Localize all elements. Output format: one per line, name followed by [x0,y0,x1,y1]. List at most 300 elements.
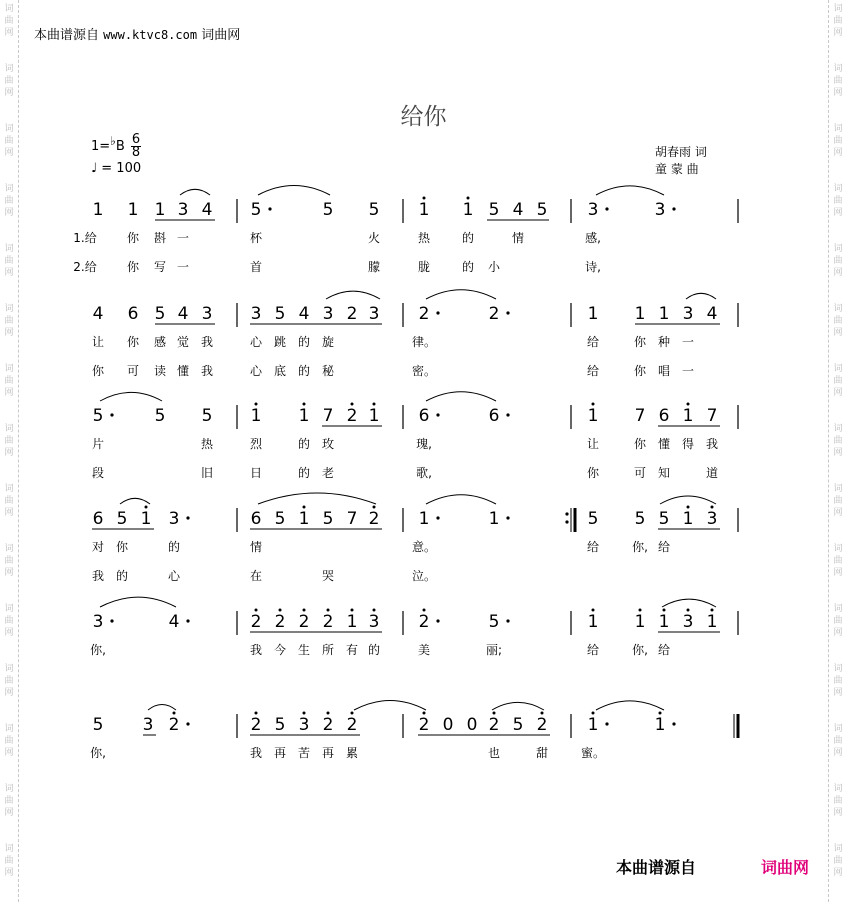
watermark-glyph: 曲 [4,436,14,446]
lyric-verse1: 的 [167,540,181,554]
octave-dot [255,403,258,406]
watermark-glyph: 网 [833,628,843,638]
lyric-verse2: 旧 [200,466,214,480]
lyric-verse2: 的 [461,260,475,274]
note-digit: 3 [654,200,666,220]
lyric-verse2: 唱 [657,364,671,378]
watermark-glyph: 曲 [833,616,843,626]
lyric-verse2: 道 [705,466,719,480]
lyric-verse1: 意。 [411,540,437,554]
watermark-glyph: 网 [833,508,843,518]
watermark-glyph: 曲 [833,736,843,746]
key-letter: B [115,139,125,154]
watermark-glyph: 词 [833,244,843,254]
watermark-glyph: 网 [4,148,14,158]
note-digit: 6 [418,406,430,426]
watermark-glyph: 词 [833,64,843,74]
duration-dot [186,722,189,725]
watermark-glyph: 词 [4,184,14,194]
watermark-glyph: 词 [833,484,843,494]
lyric-verse2: 的 [115,569,129,583]
tie-arc [426,392,496,401]
note-digit: 3 [250,304,262,324]
lyric-verse1: 甜 [535,746,549,760]
octave-dot [592,712,595,715]
lyric-verse1: 你, [632,643,648,657]
lyric-verse2: 的 [297,364,311,378]
watermark-glyph: 曲 [4,316,14,326]
lyric-verse1: 心 [249,335,263,349]
watermark-glyph: 词 [4,844,14,854]
note-digit: 2 [322,715,334,735]
tie-arc [354,701,426,710]
watermark-glyph: 曲 [833,136,843,146]
lyric-verse1: 有 [345,643,359,657]
note-digit: 5 [92,715,104,735]
tie-arc [180,189,210,195]
lyric-verse1: 也 [487,746,501,760]
note-digit: 6 [488,406,500,426]
watermark-glyph: 曲 [833,76,843,86]
octave-dot [327,609,330,612]
watermark-glyph: 网 [4,628,14,638]
note-digit: 5 [201,406,213,426]
note-digit: 2 [418,612,430,632]
watermark-glyph: 网 [833,688,843,698]
note-digit: 1 [127,200,139,220]
site-name: 词曲网 [201,28,241,43]
duration-dot [605,207,608,210]
lyric-verse1: 热 [417,231,431,245]
note-digit: 1 [634,304,646,324]
lyric-verse2: 可 [126,364,140,378]
note-digit: 5 [587,509,599,529]
note-digit: 1 [658,304,670,324]
lyric-verse1: 旋 [321,335,335,349]
lyric-verse2: 给 [586,364,600,378]
repeat-dot [565,512,568,515]
note-digit: 5 [322,509,334,529]
lyric-verse1: 我 [249,746,263,760]
watermark-glyph: 网 [4,268,14,278]
watermark-glyph: 曲 [833,196,843,206]
tie-arc [426,495,496,504]
lyric-verse2: 歌, [416,466,432,480]
duration-dot [506,311,509,314]
note-digit: 7 [322,406,334,426]
note-digit: 3 [177,200,189,220]
note-digit: 1 [298,509,310,529]
watermark-glyph: 曲 [4,616,14,626]
octave-dot [663,609,666,612]
duration-dot [110,413,113,416]
octave-dot [467,197,470,200]
time-top: 6 [131,132,141,147]
watermark-glyph: 网 [4,508,14,518]
note-digit: 3 [201,304,213,324]
lyric-verse1: 再 [273,746,287,760]
lyric-verse1: 片 [91,437,105,451]
watermark-glyph: 网 [4,28,14,38]
octave-dot [255,712,258,715]
lyric-verse1: 斟 [153,231,167,245]
lyric-verse1: 懂 [657,437,671,451]
lyric-verse2: 首 [249,260,263,274]
note-digit: 5 [154,304,166,324]
note-digit: 1 [298,406,310,426]
watermark-glyph: 曲 [4,196,14,206]
note-digit: 4 [92,304,104,324]
source-url-link[interactable]: www.ktvc8.com [103,28,198,42]
lyric-verse2: 知 [657,466,671,480]
lyric-verse1: 一 [681,335,695,349]
duration-dot [506,619,509,622]
watermark-glyph: 词 [4,64,14,74]
note-digit: 3 [682,304,694,324]
lyric-verse1: 给 [586,335,600,349]
watermark-glyph: 曲 [4,556,14,566]
tie-arc [100,392,162,401]
lyric-verse1: 我 [200,335,214,349]
lyric-verse1: 今 [273,643,287,657]
note-digit: 7 [346,509,358,529]
note-digit: 1 [418,509,430,529]
note-digit: 7 [634,406,646,426]
lyric-verse2: 一 [681,364,695,378]
duration-dot [110,619,113,622]
source-label: 本曲谱源自 [34,28,100,43]
watermark-glyph: 词 [833,364,843,374]
note-digit: 1 [92,200,104,220]
tie-arc [258,186,330,195]
octave-dot [351,609,354,612]
lyric-verse1: 丽; [485,643,503,657]
note-digit: 3 [142,715,154,735]
octave-dot [592,403,595,406]
octave-dot [373,403,376,406]
lyric-verse2: 可 [633,466,647,480]
watermark-glyph: 网 [4,688,14,698]
octave-dot [303,506,306,509]
note-digit: 1 [140,509,152,529]
lyric-verse2: 在 [249,569,263,583]
octave-dot [351,403,354,406]
lyric-verse2: 懂 [176,364,190,378]
note-digit: 2 [418,715,430,735]
lyric-verse1: 你 [126,231,140,245]
watermark-glyph: 曲 [4,796,14,806]
lyric-verse1: 觉 [176,335,190,349]
note-digit: 2 [488,715,500,735]
note-digit: 5 [634,509,646,529]
duration-dot [672,207,675,210]
duration-dot [268,207,271,210]
watermark-glyph: 网 [4,868,14,878]
watermark-glyph: 曲 [4,76,14,86]
octave-dot [303,609,306,612]
watermark-glyph: 曲 [4,136,14,146]
lyric-verse2: 泣。 [411,569,437,583]
lyric-verse1: 杯 [249,231,263,245]
note-digit: 1 [658,612,670,632]
tie-arc [686,293,716,299]
lyric-verse2: 读 [153,364,167,378]
note-digit: 6 [250,509,262,529]
lyric-verse2: 我 [200,364,214,378]
watermark-glyph: 网 [833,448,843,458]
note-digit: 2 [250,715,262,735]
watermark-glyph: 网 [833,208,843,218]
lyric-verse2: 你 [91,364,105,378]
lyric-verse1: 给 [657,643,671,657]
lyric-verse2: 我 [91,569,105,583]
note-digit: 3 [587,200,599,220]
watermark-glyph: 曲 [4,676,14,686]
tempo-value: = 100 [101,161,142,176]
note-digit: 2 [346,406,358,426]
note-digit: 5 [536,200,548,220]
watermark-glyph: 曲 [833,796,843,806]
note-digit: 3 [368,304,380,324]
watermark-glyph: 词 [4,784,14,794]
watermark-glyph: 网 [4,568,14,578]
note-digit: 2 [536,715,548,735]
watermark-glyph: 曲 [4,376,14,386]
lyric-verse1: 种 [657,335,671,349]
watermark-glyph: 词 [833,4,843,14]
note-digit: 2 [488,304,500,324]
note-digit: 4 [201,200,213,220]
note-digit: 5 [658,509,670,529]
tie-arc [492,702,544,710]
lyric-verse1: 你 [633,335,647,349]
lyric-verse1: 的 [367,643,381,657]
tie-arc [148,704,176,710]
watermark-glyph: 词 [4,484,14,494]
watermark-glyph: 曲 [833,256,843,266]
lyric-verse2: 你 [633,364,647,378]
octave-dot [659,712,662,715]
note-digit: 6 [92,509,104,529]
watermark-glyph: 网 [4,808,14,818]
lyric-verse1: 得 [681,437,695,451]
lyric-verse2: 胧 [417,260,431,274]
note-digit: 0 [466,715,478,735]
note-digit: 1 [682,406,694,426]
octave-dot [373,609,376,612]
note-digit: 2 [346,715,358,735]
octave-dot [639,609,642,612]
lyric-verse1: 你, [90,643,106,657]
lyric-verse1: 你, [632,540,648,554]
note-digit: 5 [274,715,286,735]
note-digit: 4 [168,612,180,632]
note-digit: 1 [634,612,646,632]
note-digit: 3 [706,509,718,529]
quarter-note-icon: ♩ [91,161,98,176]
lyric-verse1: 1.给 [73,231,97,245]
lyric-verse2: 老 [321,466,335,480]
lyric-verse2: 心 [167,569,181,583]
duration-dot [436,413,439,416]
octave-dot [279,609,282,612]
note-digit: 4 [177,304,189,324]
key-prefix: 1= [91,139,111,154]
watermark-glyph: 网 [833,88,843,98]
note-digit: 5 [512,715,524,735]
watermark-glyph: 网 [833,268,843,278]
watermark-glyph: 网 [833,148,843,158]
watermark-glyph: 曲 [833,436,843,446]
watermark-glyph: 曲 [833,556,843,566]
note-digit: 2 [250,612,262,632]
duration-dot [506,413,509,416]
lyric-verse1: 跳 [273,335,287,349]
lyric-verse1: 你, [90,746,106,760]
note-digit: 4 [512,200,524,220]
note-digit: 1 [682,509,694,529]
octave-dot [711,609,714,612]
octave-dot [173,712,176,715]
octave-dot [711,506,714,509]
note-digit: 1 [368,406,380,426]
lyric-verse2: 你 [126,260,140,274]
lyric-verse2: 日 [249,466,263,480]
watermark-glyph: 词 [833,544,843,554]
note-digit: 3 [298,715,310,735]
note-digit: 3 [168,509,180,529]
time-bottom: 8 [131,145,141,160]
duration-dot [436,619,439,622]
octave-dot [687,609,690,612]
watermark-glyph: 网 [833,808,843,818]
note-digit: 4 [706,304,718,324]
note-digit: 3 [322,304,334,324]
duration-dot [672,722,675,725]
watermark-glyph: 网 [833,388,843,398]
watermark-glyph: 网 [4,328,14,338]
lyric-verse2: 心 [249,364,263,378]
watermark-glyph: 词 [4,664,14,674]
repeat-dot [565,520,568,523]
octave-dot [423,197,426,200]
composer-credit: 童 蒙 曲 [655,162,699,176]
note-digit: 1 [418,200,430,220]
tie-arc [120,498,150,504]
octave-dot [592,609,595,612]
note-digit: 1 [462,200,474,220]
note-digit: 1 [488,509,500,529]
lyric-verse2: 的 [297,466,311,480]
note-digit: 1 [587,406,599,426]
watermark-glyph: 词 [4,364,14,374]
watermark-glyph: 曲 [833,856,843,866]
watermark-glyph: 词 [833,184,843,194]
watermark-glyph: 词 [833,784,843,794]
octave-dot [423,712,426,715]
lyric-verse1: 感, [585,231,601,245]
watermark-glyph: 网 [4,208,14,218]
note-digit: 2 [418,304,430,324]
note-digit: 3 [682,612,694,632]
tie-arc [100,597,176,607]
note-digit: 5 [250,200,262,220]
lyric-verse1: 一 [176,231,190,245]
note-digit: 6 [658,406,670,426]
lyric-verse1: 情 [511,231,525,245]
watermark-glyph: 词 [833,724,843,734]
octave-dot [423,609,426,612]
octave-dot [303,712,306,715]
lyric-verse1: 的 [297,437,311,451]
watermark-glyph: 词 [833,124,843,134]
lyric-verse2: 一 [176,260,190,274]
note-digit: 2 [368,509,380,529]
note-digit: 3 [368,612,380,632]
lyric-verse1: 玫 [321,437,335,451]
tie-arc [326,291,380,299]
watermark-glyph: 词 [833,844,843,854]
duration-dot [436,311,439,314]
note-digit: 5 [116,509,128,529]
lyric-verse1: 给 [586,540,600,554]
lyric-verse2: 段 [91,466,105,480]
note-digit: 2 [346,304,358,324]
watermark-glyph: 曲 [833,676,843,686]
watermark-glyph: 词 [833,304,843,314]
tie-arc [660,496,716,504]
lyric-verse2: 诗, [585,260,601,274]
note-digit: 1 [587,715,599,735]
lyric-verse1: 我 [705,437,719,451]
lyric-verse1: 蜜。 [580,746,606,760]
note-digit: 6 [127,304,139,324]
octave-dot [541,712,544,715]
watermark-glyph: 词 [4,4,14,14]
duration-dot [605,722,608,725]
octave-dot [373,506,376,509]
lyric-verse1: 的 [297,335,311,349]
watermark-glyph: 曲 [833,16,843,26]
note-digit: 5 [488,200,500,220]
note-digit: 5 [92,406,104,426]
lyric-verse1: 热 [200,437,214,451]
watermark-glyph: 词 [4,724,14,734]
tie-arc [596,186,664,195]
lyric-verse1: 给 [657,540,671,554]
watermark-glyph: 网 [833,868,843,878]
octave-dot [255,609,258,612]
lyric-verse1: 美 [417,643,431,657]
lyric-verse1: 所 [321,643,335,657]
lyric-verse2: 你 [586,466,600,480]
watermark-glyph: 网 [4,388,14,398]
lyric-verse2: 密。 [411,364,437,378]
duration-dot [436,516,439,519]
note-digit: 5 [322,200,334,220]
octave-dot [327,712,330,715]
duration-dot [186,619,189,622]
note-digit: 1 [587,304,599,324]
watermark-glyph: 曲 [833,496,843,506]
watermark-glyph: 曲 [833,316,843,326]
duration-dot [506,516,509,519]
lyric-verse2: 写 [153,260,167,274]
watermark-glyph: 曲 [833,376,843,386]
watermark-glyph: 词 [4,424,14,434]
octave-dot [687,403,690,406]
watermark-glyph: 词 [4,244,14,254]
